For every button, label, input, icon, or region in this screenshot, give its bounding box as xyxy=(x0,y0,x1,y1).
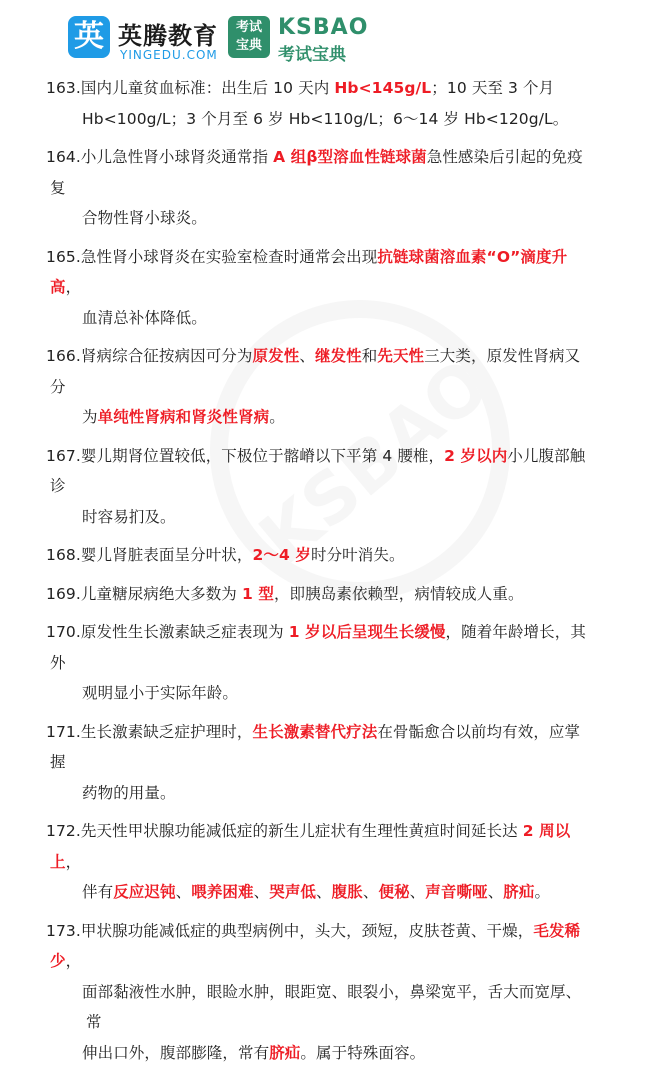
text-segment: 169.儿童糖尿病绝大多数为 xyxy=(46,584,242,603)
text-line xyxy=(46,916,590,977)
highlight-text: 2 岁以内 xyxy=(444,446,508,465)
text-segment: 时分叶消失。 xyxy=(310,546,405,564)
list-item xyxy=(46,242,590,334)
document-body xyxy=(46,73,590,1076)
highlight-text: 喂养困难 xyxy=(191,883,254,901)
list-item xyxy=(46,441,590,533)
text-segment: 173.甲状腺功能减低症的典型病例中，头大，颈短，皮肤苍黄、干燥， xyxy=(46,921,534,940)
text-segment: 、 xyxy=(299,347,315,365)
text-segment: 小儿腹部触诊 xyxy=(50,446,586,495)
text-line xyxy=(46,579,590,610)
text-segment: 。 xyxy=(269,408,285,426)
text-segment: Hb<100g/L；3 个月至 6 岁 Hb<110g/L；6～14 岁 Hb<120g/L。 xyxy=(82,109,569,128)
ksbao-icon-bottom: 宝典 xyxy=(235,38,262,53)
text-line xyxy=(50,977,590,1038)
ksbao-logo-icon xyxy=(228,16,270,58)
text-segment: ， xyxy=(65,278,82,296)
text-segment: 167.婴儿期肾位置较低，下极位于髂嵴以下平第 4 腰椎， xyxy=(46,446,445,465)
text-segment: 伸出口外，腹部膨隆，常有 xyxy=(82,1043,270,1062)
text-line xyxy=(50,203,590,234)
text-line xyxy=(46,617,590,678)
text-segment: 合物性肾小球炎。 xyxy=(82,209,207,227)
ksbao-icon-top: 考试 xyxy=(235,20,262,35)
text-segment: ， xyxy=(65,852,82,871)
text-segment: ，即胰岛素依赖型，病情较成人重。 xyxy=(273,584,524,603)
text-line xyxy=(46,717,590,778)
highlight-text: 便秘 xyxy=(378,883,410,901)
yingedu-url: YINGEDU.COM xyxy=(120,48,218,62)
highlight-text: 原发性 xyxy=(252,347,300,365)
highlight-text: 反应迟钝 xyxy=(113,883,176,901)
text-segment: 在骨骺愈合以前均有效，应掌握 xyxy=(50,722,581,771)
text-line xyxy=(50,877,590,908)
text-segment: 急性感染后引起的免疫复 xyxy=(50,148,583,197)
text-segment: 、 xyxy=(253,883,270,901)
text-line xyxy=(46,142,590,203)
text-segment: 观明显小于实际年龄。 xyxy=(82,684,239,702)
text-segment: 。属于特殊面容。 xyxy=(300,1043,426,1062)
text-segment: 171.生长激素缺乏症护理时， xyxy=(46,722,253,741)
text-segment: 、 xyxy=(316,883,332,901)
text-segment: 163.国内儿童贫血标准：出生后 10 天内 xyxy=(46,79,335,97)
list-item xyxy=(46,73,590,134)
ksbao-brand-cn: 考试宝典 xyxy=(278,45,346,65)
list-item xyxy=(46,540,590,571)
text-line xyxy=(50,778,590,809)
text-segment: 168.婴儿肾脏表面呈分叶状， xyxy=(46,546,253,564)
text-segment: ，随着年龄增长，其外 xyxy=(50,623,586,672)
text-line xyxy=(46,341,590,402)
highlight-text: 脐疝 xyxy=(503,883,535,901)
text-segment: 、 xyxy=(487,883,504,901)
text-segment: 、 xyxy=(362,883,379,901)
list-item xyxy=(46,717,590,809)
text-line xyxy=(50,402,590,433)
ksbao-brand-en: KSBAO xyxy=(278,15,369,40)
text-segment: 时容易扪及。 xyxy=(82,507,176,526)
highlight-text: 2 周以上 xyxy=(50,822,571,871)
text-line xyxy=(50,1038,590,1069)
highlight-text: 抗链球菌溶血素“O”滴度升高 xyxy=(50,247,568,296)
text-segment: ， xyxy=(65,952,82,970)
text-line xyxy=(50,303,590,334)
list-item xyxy=(46,579,590,610)
text-segment: 三大类，原发性肾病又分 xyxy=(50,347,581,396)
text-line xyxy=(46,441,590,502)
highlight-text: 生长激素替代疗法 xyxy=(252,722,378,741)
highlight-text: 单纯性肾病和肾炎性肾病 xyxy=(97,408,270,426)
highlight-text: Hb<145g/L xyxy=(334,79,432,97)
text-line xyxy=(46,73,590,104)
text-segment: 164.小儿急性肾小球肾炎通常指 xyxy=(46,148,274,166)
list-item xyxy=(46,617,590,709)
text-segment: 、 xyxy=(175,883,192,901)
text-segment: 面部黏液性水肿，眼睑水肿，眼距宽、眼裂小，鼻梁宽平，舌大而宽厚、常 xyxy=(82,982,582,1031)
highlight-text: 1 岁以后呈现生长缓慢 xyxy=(288,623,446,641)
text-line xyxy=(50,104,590,135)
highlight-text: 脐疝 xyxy=(269,1043,301,1062)
text-line xyxy=(46,242,590,303)
text-segment: 药物的用量。 xyxy=(82,783,176,802)
list-item xyxy=(46,916,590,1069)
text-segment: 伴有 xyxy=(82,883,114,901)
text-segment: 172.先天性甲状腺功能减低症的新生儿症状有生理性黄疸时间延长达 xyxy=(46,822,523,840)
text-line xyxy=(46,816,590,877)
yingedu-logo-icon: 英 xyxy=(68,16,110,58)
highlight-text: 腹胀 xyxy=(331,883,363,901)
header-logos xyxy=(68,14,628,66)
text-segment: 170.原发性生长激素缺乏症表现为 xyxy=(46,623,289,641)
text-segment: 和 xyxy=(361,347,378,365)
highlight-text: 1 型 xyxy=(241,584,274,603)
text-segment: 为 xyxy=(82,408,98,426)
text-line xyxy=(50,678,590,709)
highlight-text: 继发性 xyxy=(314,347,362,365)
text-line xyxy=(46,540,590,571)
highlight-text: 先天性 xyxy=(377,347,425,365)
text-line xyxy=(50,502,590,533)
highlight-text: 毛发稀少 xyxy=(50,921,581,970)
highlight-text: 声音嘶哑 xyxy=(425,883,488,901)
text-segment: 、 xyxy=(409,883,426,901)
text-segment: 。 xyxy=(534,883,551,901)
yingedu-brand-name: 英腾教育 xyxy=(118,22,218,50)
list-item xyxy=(46,142,590,234)
list-item xyxy=(46,341,590,433)
text-segment: 血清总补体降低。 xyxy=(82,308,207,327)
highlight-text: 哭声低 xyxy=(269,883,317,901)
text-segment: ；10 天至 3 个月 xyxy=(431,79,555,97)
highlight-text: 2～4 岁 xyxy=(252,546,311,564)
list-item xyxy=(46,816,590,908)
highlight-text: A 组β型溶血性链球菌 xyxy=(273,148,427,166)
text-segment: 166.肾病综合征按病因可分为 xyxy=(46,347,253,365)
text-segment: 165.急性肾小球肾炎在实验室检查时通常会出现 xyxy=(46,247,378,266)
